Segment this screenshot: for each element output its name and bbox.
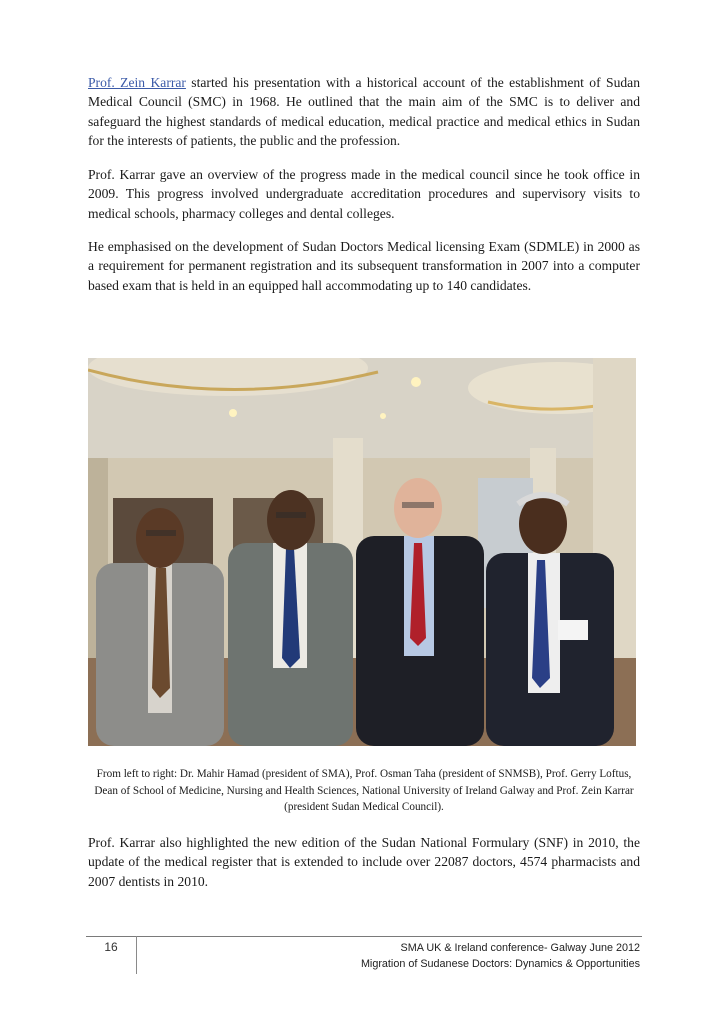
paragraph-4: Prof. Karrar also highlighted the new edition of the Sudan National Formulary (SNF) in 2010, the update of the medical register that is extended to include over 22087 doctors, 4574 pharmacists and 2007 dentists in 2010. — [88, 835, 640, 889]
footer-subtitle: Migration of Sudanese Doctors: Dynamics & Opportunities — [360, 958, 640, 970]
footer-rule — [86, 936, 642, 937]
paragraph-2: Prof. Karrar gave an overview of the progress made in the medical council since he took office in 2009. This progress involved undergraduate accreditation procedures and supervisory visits to medical schools, pharmacy colleges and dental colleges. — [88, 167, 640, 221]
paragraph-1-text: started his presentation with a historical account of the establishment of Sudan Medical Council (SMC) in 1968. He outlined that the main aim of the SMC is to deliver and safeguard the highest standards of medical education, medical practice and medical ethics in Sudan for the interests of patients, the public and the profession. — [88, 75, 640, 149]
footer-conference-title: SMA UK & Ireland conference- Galway June 2012 — [400, 942, 640, 954]
paragraph-1 — [88, 73, 640, 151]
group-photo — [88, 358, 636, 746]
page-number-box — [86, 936, 137, 974]
page-number: 16 — [104, 940, 118, 954]
speaker-link[interactable]: Prof. Zein Karrar — [88, 75, 186, 90]
paragraph-3: He emphasised on the development of Sudan Doctors Medical licensing Exam (SDMLE) in 2000 as a requirement for permanent registration and its subsequent transformation in 2007 into a computer based exam that is held in an equipped hall accommodating up to 140 candidates. — [88, 239, 640, 293]
photo-caption: From left to right: Dr. Mahir Hamad (president of SMA), Prof. Osman Taha (president of SNMSB), Prof. Gerry Loftus, Dean of School of Medicine, Nursing and Health Sciences, National University of Ireland Galway and Prof. Zein Karrar (president Sudan Medical Council). — [94, 768, 634, 813]
group-photo-illustration — [88, 358, 636, 746]
footer-text — [361, 940, 640, 972]
